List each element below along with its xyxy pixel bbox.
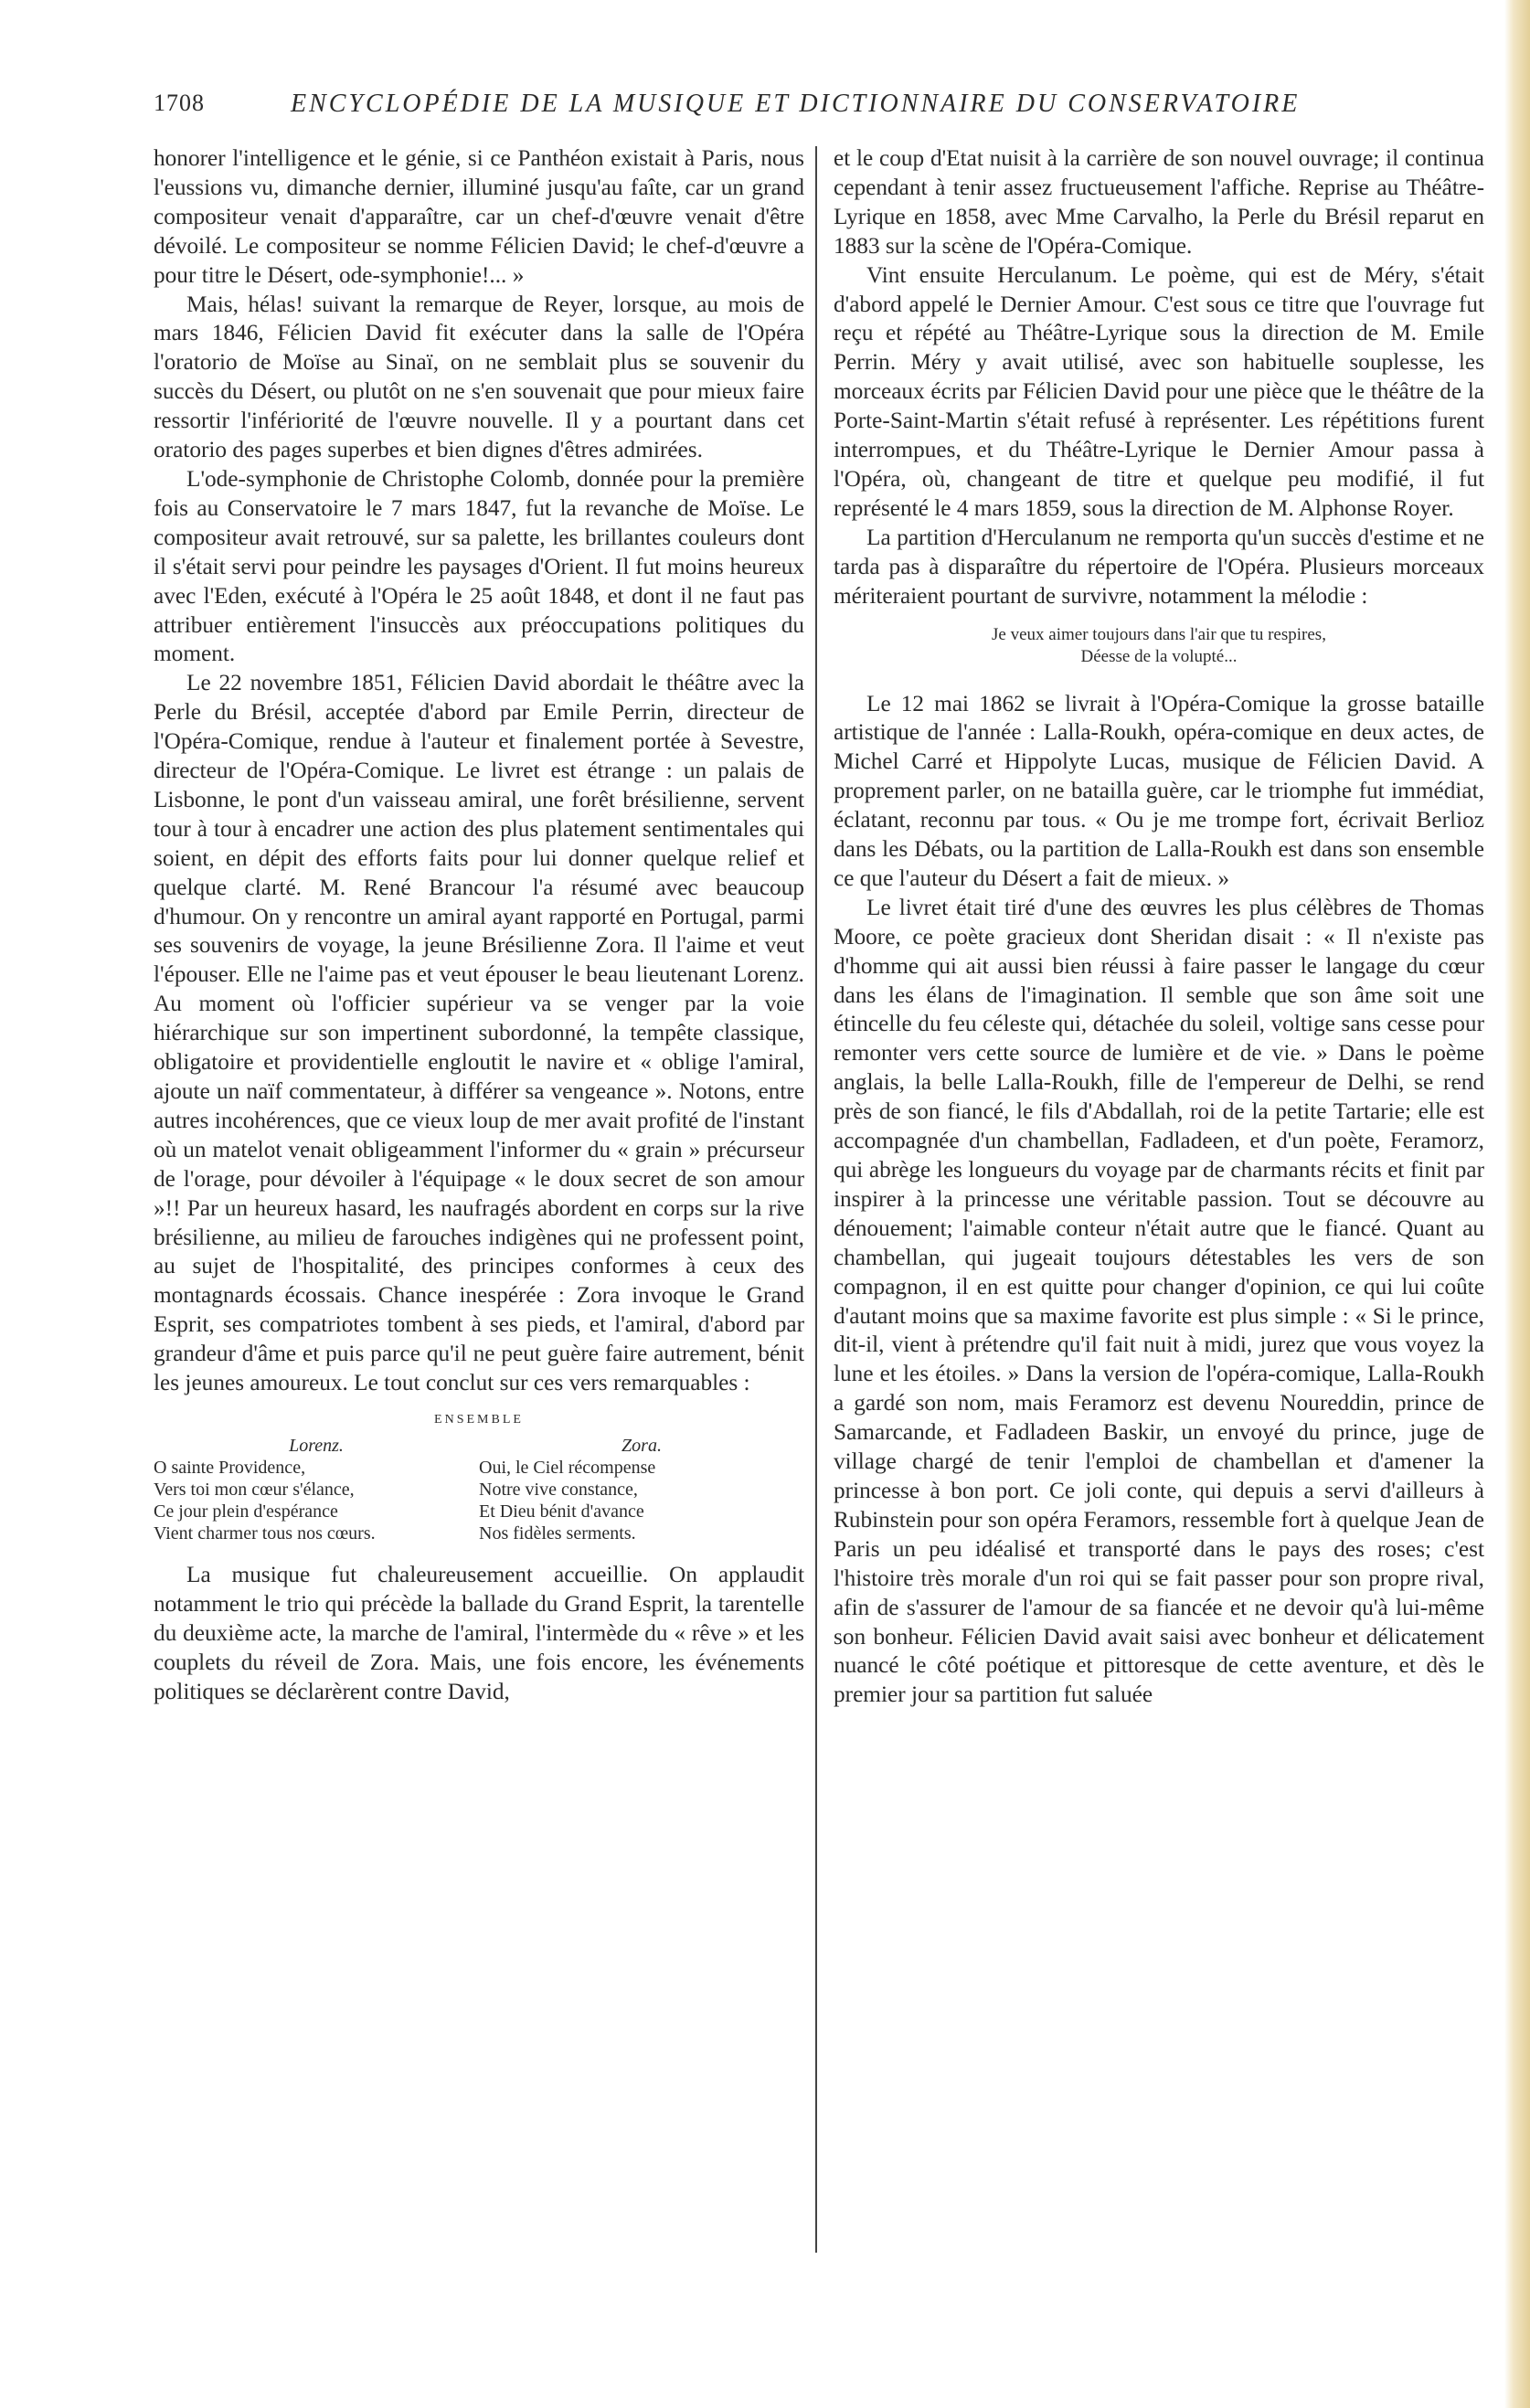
verse-line: O sainte Providence,: [154, 1457, 306, 1478]
verse-line: Notre vive constance,: [479, 1479, 638, 1500]
paragraph: honorer l'intelligence et le génie, si ce Panthéon existait à Paris, nous l'eussions vu, dimanche dernier, illuminé jusqu'au faîte, car un grand compositeur venait d'apparaître, car un chef-d'œuvre venait d'être dévoilé. Le compositeur se nomme Félicien David; le chef-d'œuvre a pour titre le Désert, ode-symphonie!... »: [154, 145, 804, 288]
ensemble-table: [154, 1435, 804, 1544]
paragraph: Vint ensuite Herculanum. Le poème, qui est de Méry, s'était d'abord appelé le Dernier Amour. C'est sous ce titre que l'ouvrage fut reçu et répété au Théâtre-Lyrique sous la direction de M. Emile Perrin. Méry y avait utilisé, avec son habituelle souplesse, les morceaux écrits par Félicien David pour une pièce que le théâtre de la Porte-Saint-Martin s'était refusé à représenter. Les répétitions furent interrompues, et du Théâtre-Lyrique le Dernier Amour passa à l'Opéra, où, changeant de titre et quelque peu modifié, il fut représenté le 4 mars 1859, sous la direction de M. Alphonse Royer.: [834, 261, 1484, 521]
running-title: ENCYCLOPÉDIE DE LA MUSIQUE ET DICTIONNAIRE DU CONSERVATOIRE: [291, 90, 1301, 118]
verse-line: Nos fidèles serments.: [479, 1522, 636, 1543]
verse-line: Vers toi mon cœur s'élance,: [154, 1479, 355, 1500]
verse-line: Ce jour plein d'espérance: [154, 1501, 338, 1522]
paragraph: Mais, hélas! suivant la remarque de Reyer, lorsque, au mois de mars 1846, Félicien David fit exécuter dans la salle de l'Opéra l'oratorio de Moïse au Sinaï, on ne semblait plus se souvenir du succès du Désert, ou plutôt on ne s'en souvenait que pour mieux faire ressortir l'infériorité de l'œuvre nouvelle. Il y a pourtant dans cet oratorio des pages superbes et bien dignes d'êtres admirées.: [154, 291, 804, 463]
left-column: [154, 144, 804, 1707]
paragraph: et le coup d'Etat nuisit à la carrière de son nouvel ouvrage; il continua cependant à tenir assez fructueusement l'affiche. Reprise au Théâtre-Lyrique en 1858, avec Mme Carvalho, la Perle du Brésil reparut en 1883 sur la scène de l'Opéra-Comique.: [834, 145, 1484, 259]
paragraph: La partition d'Herculanum ne remporta qu'un succès d'estime et ne tarda pas à disparaître du répertoire de l'Opéra. Plusieurs morceaux mériteraient pourtant de survivre, notamment la mélodie :: [834, 524, 1484, 609]
column-divider: [815, 146, 817, 2253]
paragraph: La musique fut chaleureusement accueillie. On applaudit notamment le trio qui précède la ballade du Grand Esprit, la tarentelle du deuxième acte, la marche de l'amiral, l'intermède du « rêve » et les couplets du réveil de Zora. Mais, une fois encore, les événements politiques se déclarèrent contre David,: [154, 1561, 804, 1704]
ensemble-title: ENSEMBLE: [434, 1412, 524, 1427]
verse-line: Je veux aimer toujours dans l'air que tu respires,: [992, 624, 1326, 644]
zora-heading: Zora.: [622, 1435, 662, 1456]
verse-ensemble: [154, 1409, 804, 1544]
page-number: 1708: [154, 90, 205, 116]
verse-line: Déesse de la volupté...: [1080, 646, 1238, 666]
paragraph: Le livret était tiré d'une des œuvres les plus célèbres de Thomas Moore, ce poète gracieux dont Sheridan disait : « Il n'existe pas d'homme qui ait aussi bien réussi à faire passer le langage du cœur dans les élans de l'imagination. Il semble que son âme soit une étincelle du feu céleste qui, détachée du soleil, voltige sans cesse pour remonter vers cette source de lumière et de vie. » Dans le poème anglais, la belle Lalla-Roukh, fille de l'empereur de Delhi, se rend près de son fiancé, le fils d'Abdallah, roi de la petite Tartarie; elle est accompagnée d'un chambellan, Fadladeen, et d'un poète, Feramorz, qui abrège les longueurs du voyage par de charmants récits et finit par inspirer à la princesse une véritable passion. Tout se découvre au dénouement; l'aimable conteur n'était autre que le fiancé. Quant au chambellan, qui jugeait toujours détestables les vers de son compagnon, il en est quitte pour changer d'opinion, ce qui lui coûte d'autant moins que sa maxime favorite est plus simple : « Si le prince, dit-il, vient à prétendre qu'il fait nuit à midi, jurez que vous voyez la lune et les étoiles. » Dans la version de l'opéra-comique, Lalla-Roukh a gardé son nom, mais Feramorz est devenu Noureddin, prince de Samarcande, et Fadladeen Baskir, un envoyé du prince, juge de village chargé de tenir l'emploi de chambellan et d'amener la princesse à bon port. Ce joli conte, qui depuis a servi d'ailleurs à Rubinstein pour son opéra Feramors, ressemble fort à quelque Jean de Paris un peu idéalisé et transporté dans le pays des roses; c'est l'histoire très morale d'un roi qui se fait passer pour son propre rival, afin de s'assurer de l'amour de sa fiancée et ne devoir qu'à lui-même son bonheur. Félicien David avait saisi avec bonheur et délicatement nuancé le côté poétique et pittoresque de cette aventure, et dès le premier jour sa partition fut saluée: [834, 894, 1484, 1708]
page-edge-shadow: [1504, 0, 1530, 2408]
page-header: [154, 90, 1488, 126]
verse-quote: [834, 624, 1484, 668]
lorenz-heading: Lorenz.: [289, 1435, 344, 1456]
verse-line: Vient charmer tous nos cœurs.: [154, 1522, 376, 1543]
paragraph: Le 12 mai 1862 se livrait à l'Opéra-Comique la grosse bataille artistique de l'année : Lalla-Roukh, opéra-comique en deux actes, de Michel Carré et Hippolyte Lucas, musique de Félicien David. A proprement parler, on ne batailla guère, car le triomphe fut immédiat, éclatant, reconnu par tous. « Ou je me trompe fort, écrivait Berlioz dans les Débats, ou la partition de Lalla-Roukh est dans son ensemble ce que l'auteur du Désert a fait de mieux. »: [834, 690, 1484, 891]
verse-line: Oui, le Ciel récompense: [479, 1457, 656, 1478]
right-column: [834, 144, 1484, 1710]
verse-line: Et Dieu bénit d'avance: [479, 1501, 644, 1522]
paragraph: Le 22 novembre 1851, Félicien David abordait le théâtre avec la Perle du Brésil, acceptée d'abord par Emile Perrin, directeur de l'Opéra-Comique, rendue à l'auteur et finalement portée à Sevestre, directeur de l'Opéra-Comique. Le livret est étrange : un palais de Lisbonne, le pont d'un vaisseau amiral, une forêt brésilienne, servent tour à tour à encadrer une action des plus platement sentimentales qui soient, en dépit des efforts faits pour lui donner quelque relief et quelque clarté. M. René Brancour l'a résumé avec beaucoup d'humour. On y rencontre un amiral ayant rapporté en Portugal, parmi ses souvenirs de voyage, la jeune Brésilienne Zora. Il l'aime et veut l'épouser. Elle ne l'aime pas et veut épouser le beau lieutenant Lorenz. Au moment où l'officier supérieur va se venger par la voie hiérarchique sur son impertinent subordonné, la tempête classique, obligatoire et providentielle engloutit le navire et « oblige l'amiral, ajoute un naïf commentateur, à différer sa vengeance ». Notons, entre autres incohérences, que ce vieux loup de mer avait profité de l'instant où un matelot venait obligeamment l'informer du « grain » précurseur de l'orage, pour dévoiler à l'équipage « le doux secret de son amour »!! Par un heureux hasard, les naufragés abordent en corps sur la rive brésilienne, au milieu de farouches indigènes qui ne professent point, au sujet de l'hospitalité, des principes conformes à ceux des montagnards écossais. Chance inespérée : Zora invoque le Grand Esprit, ses compatriotes tombent à ses pieds, et l'amiral, d'abord par grandeur d'âme et puis parce qu'il ne peut guère faire autrement, bénit les jeunes amoureux. Le tout conclut sur ces vers remarquables :: [154, 670, 804, 1396]
paragraph: L'ode-symphonie de Christophe Colomb, donnée pour la première fois au Conservatoire le 7 mars 1847, fut la revanche de Moïse. Le compositeur avait retrouvé, sur sa palette, les brillantes couleurs dont il s'était servi pour peindre les paysages d'Orient. Il fut moins heureux avec l'Eden, exécuté à l'Opéra le 25 août 1848, et dont il ne faut pas attribuer entièrement l'insuccès aux préoccupations politiques du moment.: [154, 465, 804, 667]
